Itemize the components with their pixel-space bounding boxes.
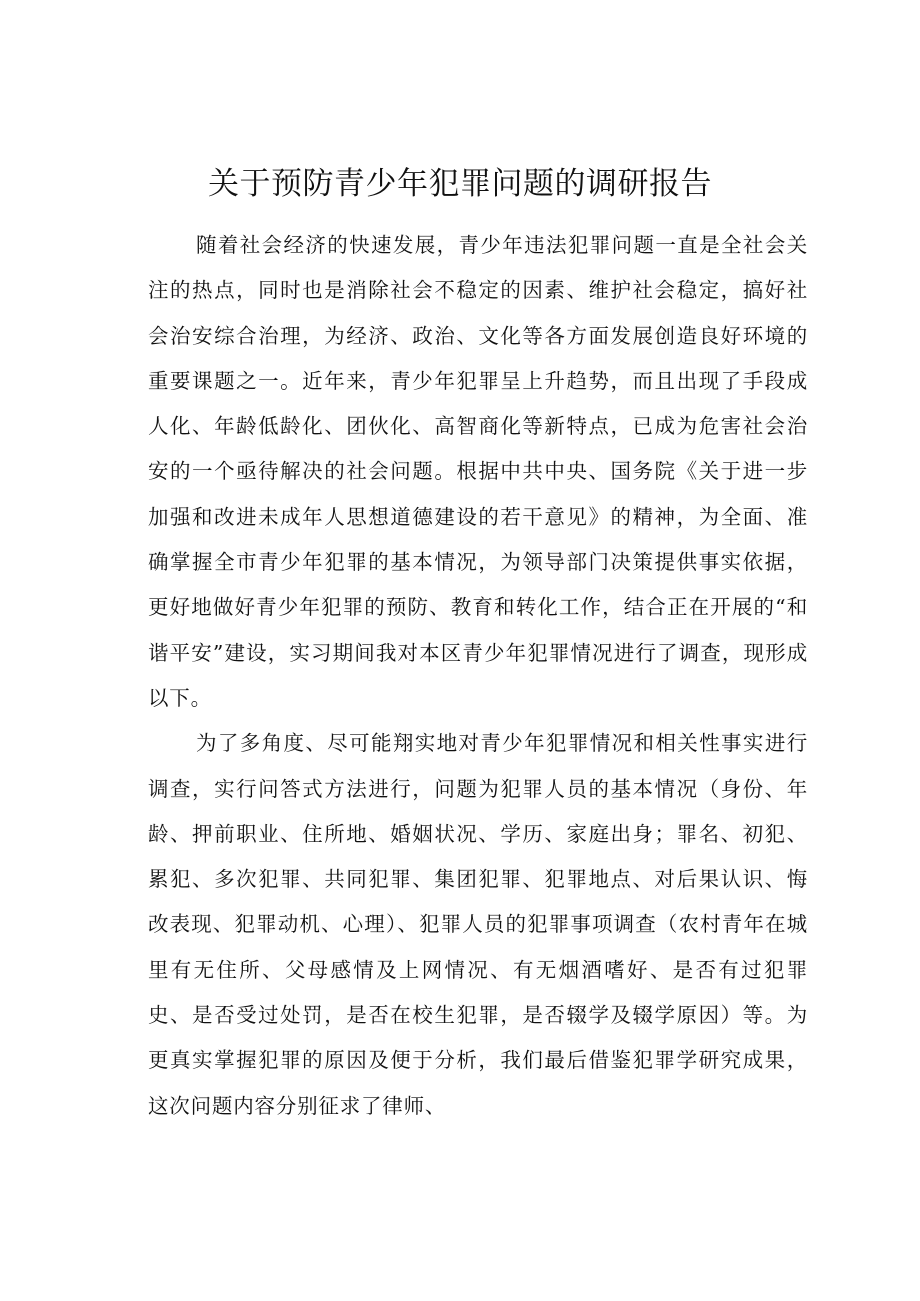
document-title: 关于预防青少年犯罪问题的调研报告	[208, 166, 712, 202]
body-paragraph-1: 随着社会经济的快速发展，青少年违法犯罪问题一直是全社会关注的热点，同时也是消除社会不稳定的因素、维护社会稳定，搞好社会治安综合治理，为经济、政治、文化等各方面发展创造良好环境的重要课题之一。近年来，青少年犯罪呈上升趋势，而且出现了手段成人化、年龄低龄化、团伙化、高智商化等新特点，已成为危害社会治安的一个亟待解决的社会问题。根据中共中央、国务院《关于进一步加强和改进未成年人思想道德建设的若干意见》的精神，为全面、准确掌握全市青少年犯罪的基本情况，为领导部门决策提供事实依据，更好地做好青少年犯罪的预防、教育和转化工作，结合正在开展的“和谐平安”建设，实习期间我对本区青少年犯罪情况进行了调查，现形成以下。	[148, 233, 808, 710]
body-paragraph-2: 为了多角度、尽可能翔实地对青少年犯罪情况和相关性事实进行调查，实行问答式方法进行，问题为犯罪人员的基本情况（身份、年龄、押前职业、住所地、婚姻状况、学历、家庭出身；罪名、初犯、累犯、多次犯罪、共同犯罪、集团犯罪、犯罪地点、对后果认识、悔改表现、犯罪动机、心理）、犯罪人员的犯罪事项调查（农村青年在城里有无住所、父母感情及上网情况、有无烟酒嗜好、是否有过犯罪史、是否受过处罚，是否在校生犯罪，是否辍学及辍学原因）等。为更真实掌握犯罪的原因及便于分析，我们最后借鉴犯罪学研究成果，这次问题内容分别征求了律师、	[148, 731, 808, 1118]
document-body	[148, 223, 808, 1129]
